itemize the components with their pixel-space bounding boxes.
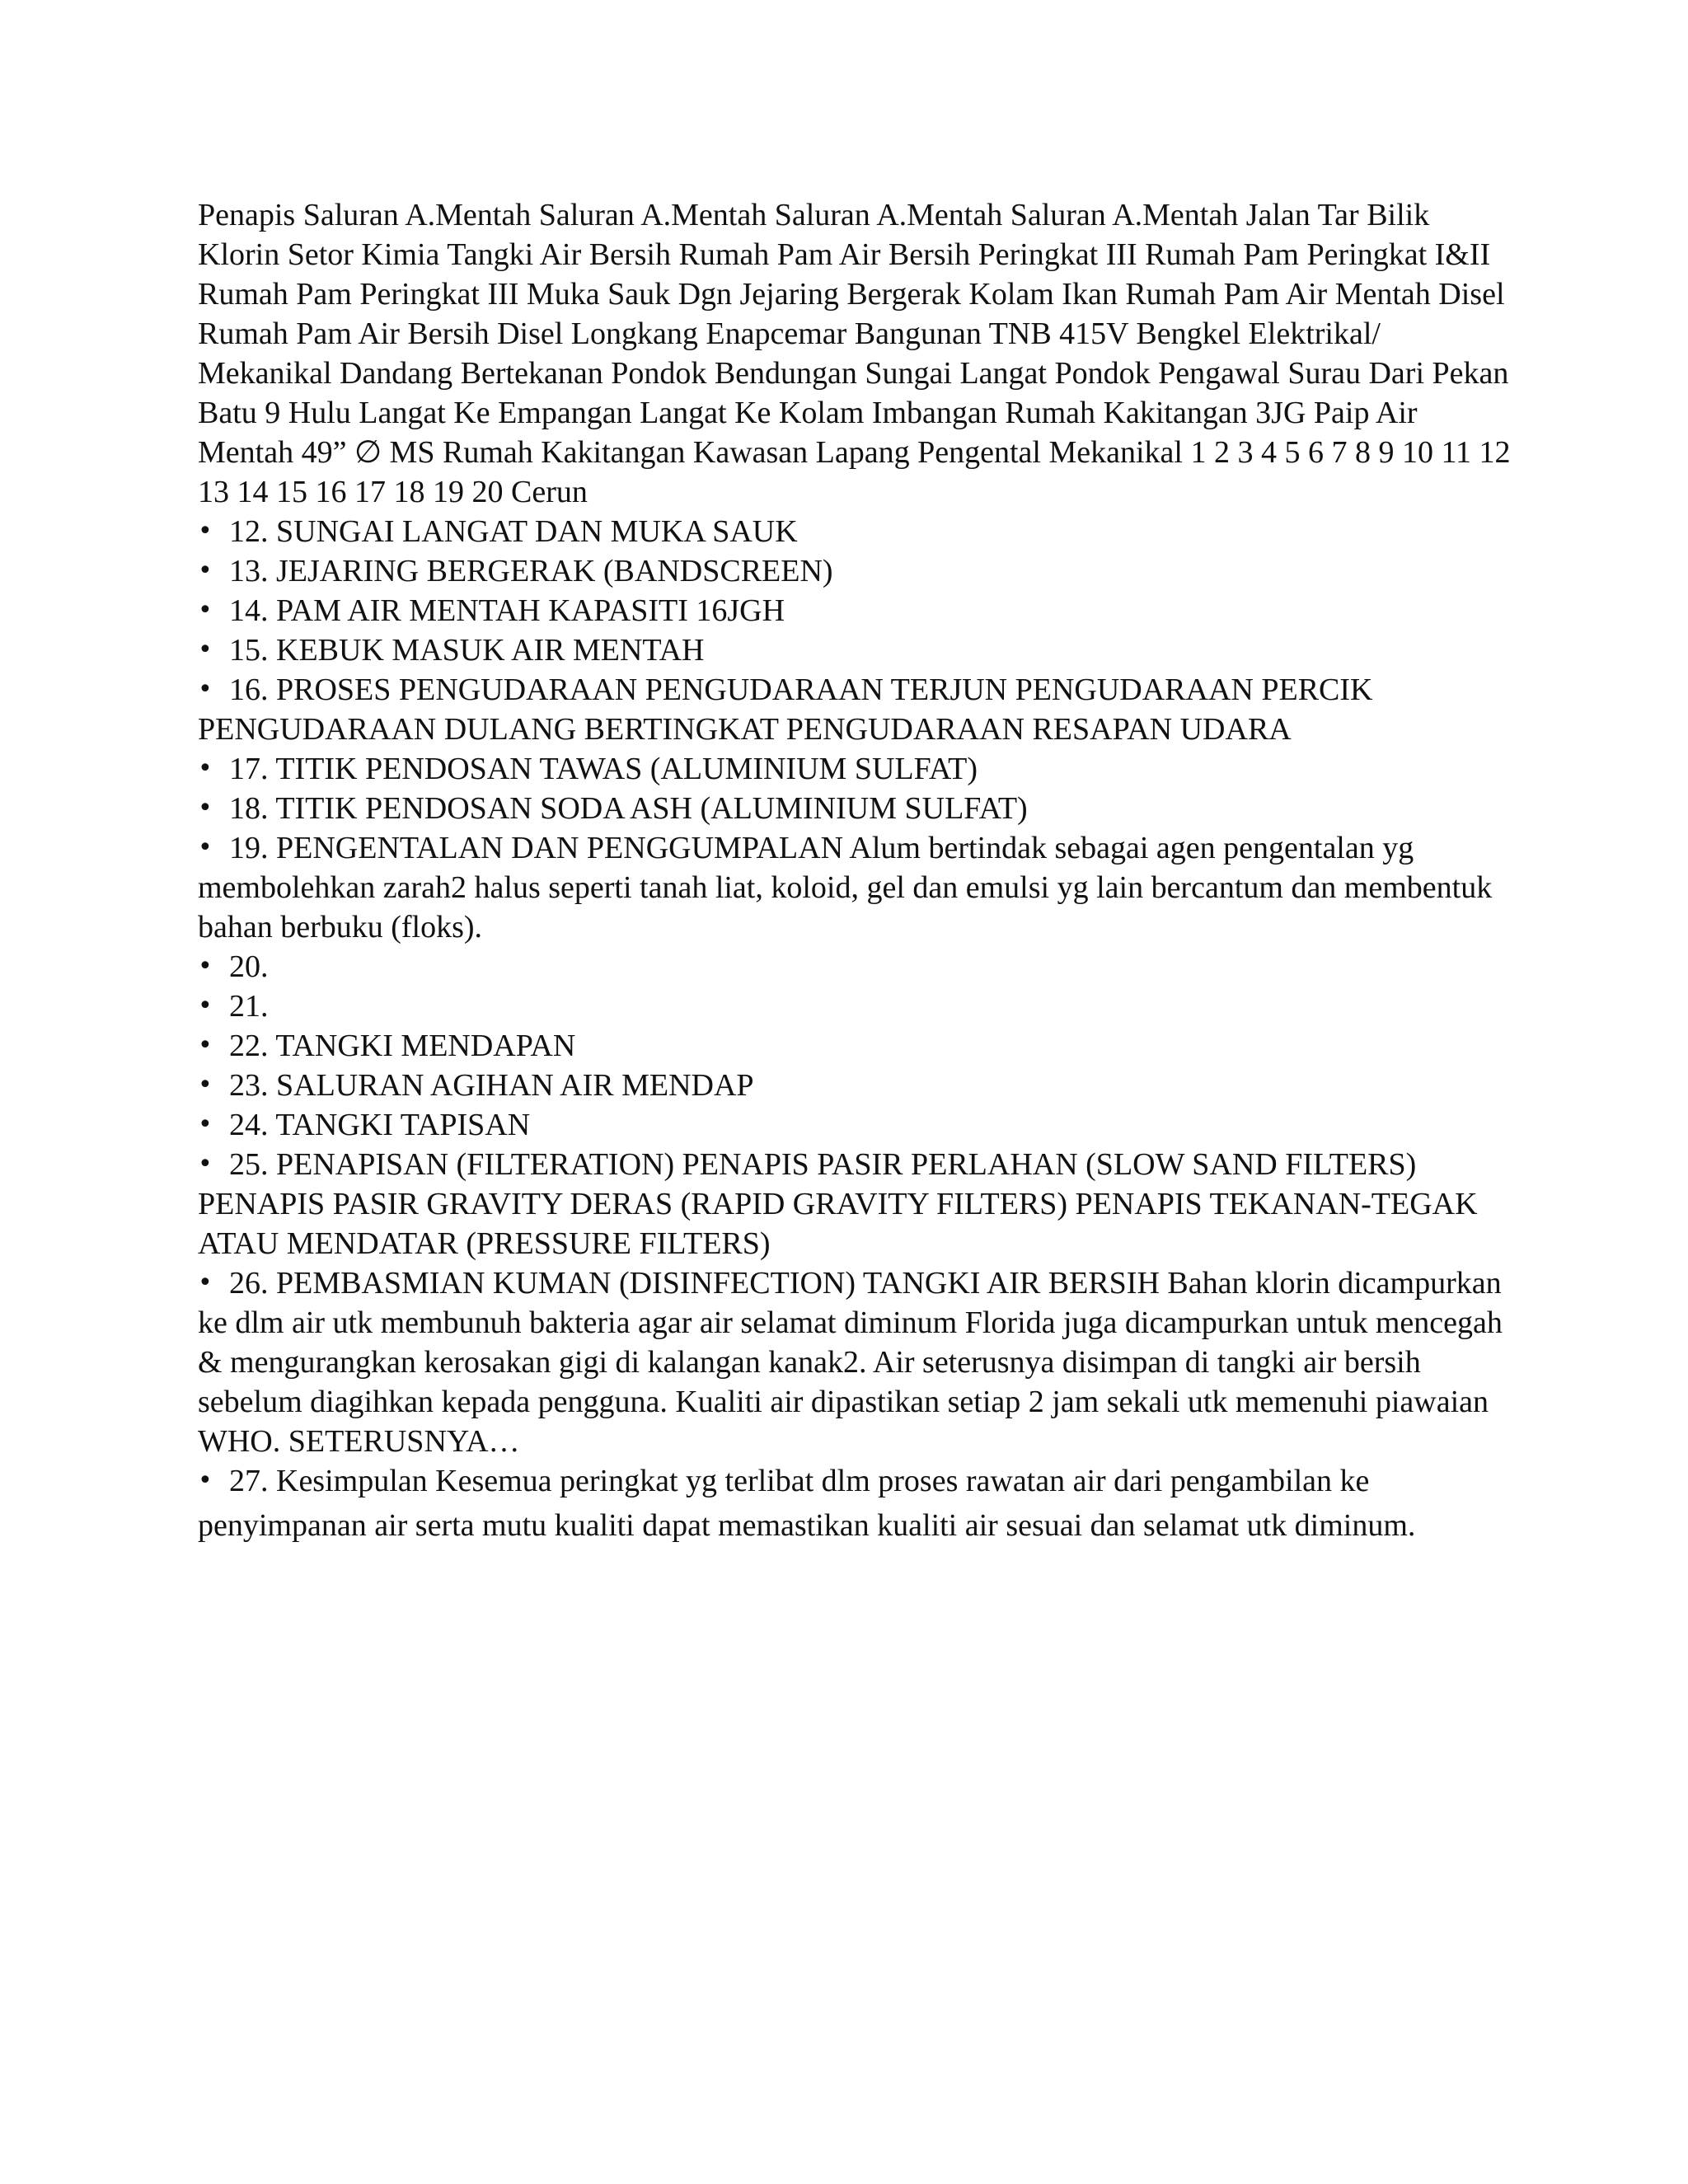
document-page: [198, 195, 1517, 1545]
bullet-icon: [198, 670, 229, 710]
bullet-icon: [198, 591, 229, 630]
bullet-icon: [198, 551, 229, 591]
list-item-text: 27. Kesimpulan Kesemua peringkat yg terlibat dlm proses rawatan air dari pengambilan ke: [229, 1464, 1370, 1498]
list-item-text: 12. SUNGAI LANGAT DAN MUKA SAUK: [229, 514, 798, 549]
list-item: [198, 1461, 1517, 1545]
list-item: [198, 1066, 1517, 1105]
list-item-text: 26. PEMBASMIAN KUMAN (DISINFECTION) TANGKI AIR BERSIH Bahan klorin dicampurkan ke dlm air utk membunuh bakteria agar air selamat diminum Florida juga dicampurkan untuk mencegah & mengurangkan kerosakan gigi di kalangan kanak2. Air seterusnya disimpan di tangki air bersih sebelum diagihkan kepada pengguna. Kualiti air dipastikan setiap 2 jam sekali utk memenuhi piawaian WHO. SETERUSNYA…: [198, 1266, 1503, 1459]
list-item-text-continued: penyimpanan air serta mutu kualiti dapat memastikan kualiti air sesuai dan selamat utk diminum.: [198, 1508, 1416, 1543]
list-item: [198, 630, 1517, 670]
list-item-text: 25. PENAPISAN (FILTERATION) PENAPIS PASIR PERLAHAN (SLOW SAND FILTERS) PENAPIS PASIR GRAVITY DERAS (RAPID GRAVITY FILTERS) PENAPIS TEKANAN-TEGAK ATAU MENDATAR (PRESSURE FILTERS): [198, 1147, 1478, 1261]
list-item-text: 13. JEJARING BERGERAK (BANDSCREEN): [229, 554, 833, 588]
bullet-icon: [198, 1461, 229, 1501]
bullet-list: [198, 512, 1517, 1545]
list-item: [198, 789, 1517, 828]
list-item: [198, 1026, 1517, 1066]
bullet-icon: [198, 987, 229, 1026]
list-item-text: 23. SALURAN AGIHAN AIR MENDAP: [229, 1068, 754, 1103]
list-item-text: 19. PENGENTALAN DAN PENGGUMPALAN Alum bertindak sebagai agen pengentalan yg membolehkan zarah2 halus seperti tanah liat, koloid, gel dan emulsi yg lain bercantum dan membentuk bahan berbuku (floks).: [198, 831, 1493, 944]
bullet-icon: [198, 1066, 229, 1105]
bullet-icon: [198, 789, 229, 828]
bullet-icon: [198, 1105, 229, 1145]
bullet-icon: [198, 749, 229, 789]
list-item: [198, 591, 1517, 630]
list-item-text: 22. TANGKI MENDAPAN: [229, 1029, 576, 1063]
list-item: [198, 512, 1517, 551]
intro-paragraph: Penapis Saluran A.Mentah Saluran A.Mentah Saluran A.Mentah Saluran A.Mentah Jalan Tar Bilik Klorin Setor Kimia Tangki Air Bersih Rumah Pam Air Bersih Peringkat III Rumah Pam Peringkat I&II Rumah Pam Peringkat III Muka Sauk Dgn Jejaring Bergerak Kolam Ikan Rumah Pam Air Mentah Disel Rumah Pam Air Bersih Disel Longkang Enapcemar Bangunan TNB 415V Bengkel Elektrikal/ Mekanikal Dandang Bertekanan Pondok Bendungan Sungai Langat Pondok Pengawal Surau Dari Pekan Batu 9 Hulu Langat Ke Empangan Langat Ke Kolam Imbangan Rumah Kakitangan 3JG Paip Air Mentah 49” ∅ MS Rumah Kakitangan Kawasan Lapang Pengental Mekanikal 1 2 3 4 5 6 7 8 9 10 11 12 13 14 15 16 17 18 19 20 Cerun: [198, 198, 1511, 509]
list-item: [198, 1105, 1517, 1145]
list-item: [198, 1145, 1517, 1263]
list-item-text: 17. TITIK PENDOSAN TAWAS (ALUMINIUM SULFAT): [229, 752, 978, 786]
bullet-icon: [198, 1145, 229, 1184]
list-item-text: 20.: [229, 949, 269, 984]
list-item-text: 15. KEBUK MASUK AIR MENTAH: [229, 633, 705, 668]
list-item-text: 16. PROSES PENGUDARAAN PENGUDARAAN TERJUN PENGUDARAAN PERCIK PENGUDARAAN DULANG BERTINGKAT PENGUDARAAN RESAPAN UDARA: [198, 673, 1373, 747]
bullet-icon: [198, 512, 229, 551]
bullet-icon: [198, 947, 229, 987]
list-item: [198, 551, 1517, 591]
list-item-text: 24. TANGKI TAPISAN: [229, 1108, 531, 1142]
bullet-icon: [198, 1026, 229, 1066]
list-item-text: 21.: [229, 989, 269, 1024]
list-item: [198, 749, 1517, 789]
list-item: [198, 1263, 1517, 1461]
list-item: [198, 987, 1517, 1026]
bullet-icon: [198, 630, 229, 670]
bullet-icon: [198, 828, 229, 868]
list-item: [198, 947, 1517, 987]
list-item: [198, 828, 1517, 947]
list-item-text: 18. TITIK PENDOSAN SODA ASH (ALUMINIUM SULFAT): [229, 791, 1028, 826]
list-item: [198, 670, 1517, 749]
bullet-icon: [198, 1263, 229, 1303]
list-item-text: 14. PAM AIR MENTAH KAPASITI 16JGH: [229, 593, 785, 628]
